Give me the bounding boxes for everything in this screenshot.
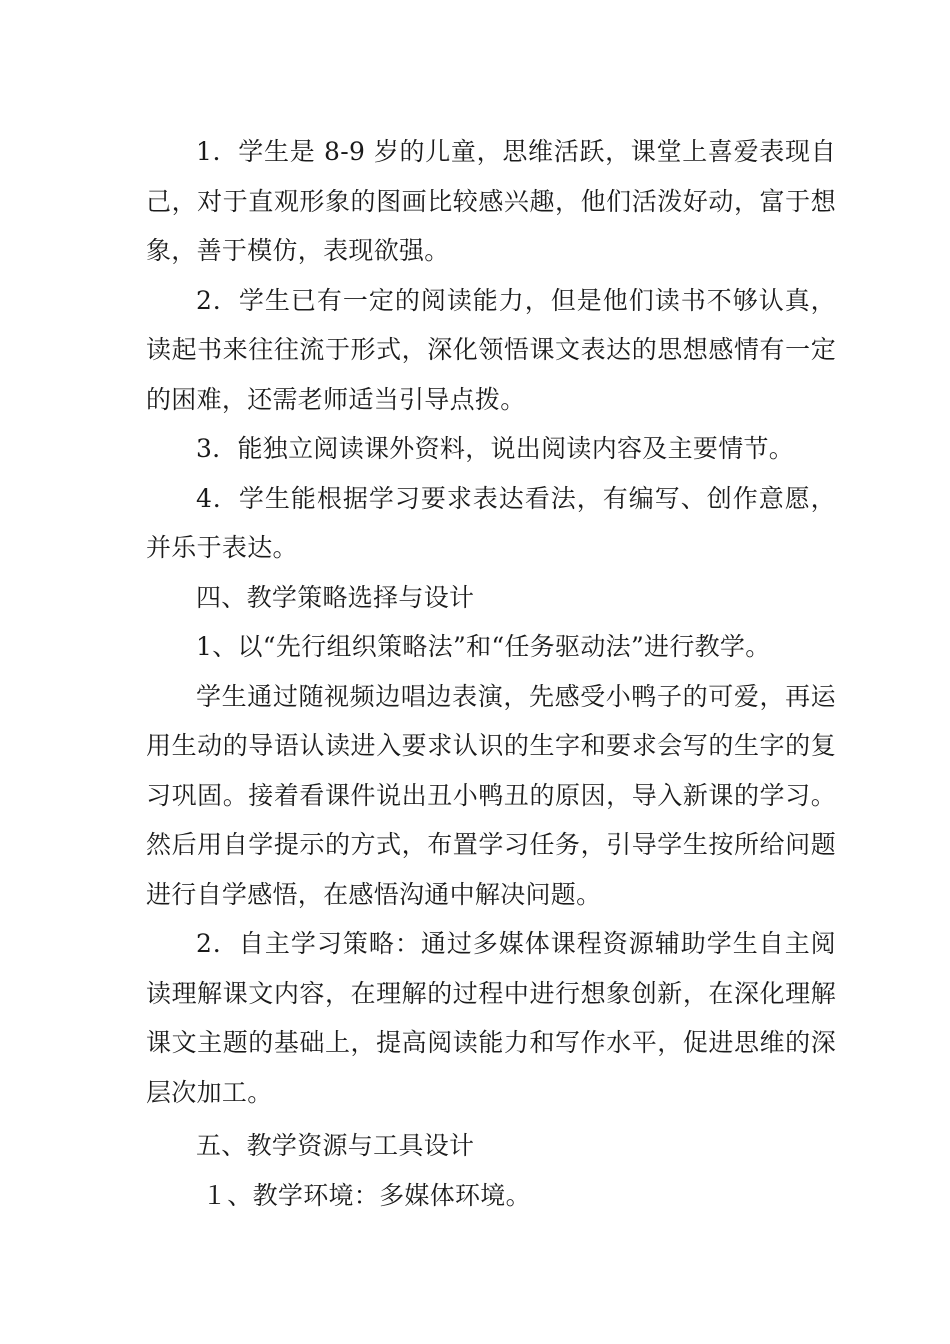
document-body [146, 127, 836, 1220]
section-heading-resources: 五、教学资源与工具设计 [196, 1131, 475, 1160]
paragraph-strategy-method: 1、以“先行组织策略法”和“任务驱动法”进行教学。 [196, 632, 771, 661]
paragraph-independent-reading: 3．能独立阅读课外资料，说出阅读内容及主要情节。 [196, 434, 795, 463]
paragraph-reading-ability: 2．学生已有一定的阅读能力，但是他们读书不够认真，读起书来往往流于形式，深化领悟课文表达的思想感情有一定的困难，还需老师适当引导点拨。 [146, 285, 836, 414]
paragraph-self-study-strategy: 2．自主学习策略：通过多媒体课程资源辅助学生自主阅读理解课文内容，在理解的过程中进行想象创新，在深化理解课文主题的基础上，提高阅读能力和写作水平，促进思维的深层次加工。 [146, 929, 836, 1107]
section-heading-strategy: 四、教学策略选择与设计 [196, 582, 475, 612]
paragraph-expression-willingness: 4．学生能根据学习要求表达看法，有编写、创作意愿，并乐于表达。 [146, 483, 836, 562]
paragraph-learner-age: 1．学生是 8-9 岁的儿童，思维活跃，课堂上喜爱表现自己，对于直观形象的图画比较感兴趣，他们活泼好动，富于想象，善于模仿，表现欲强。 [146, 137, 836, 265]
paragraph-strategy-description: 学生通过随视频边唱边表演，先感受小鸭子的可爱，再运用生动的导语认读进入要求认识的生字和要求会写的生字的复习巩固。接着看课件说出丑小鸭丑的原因，导入新课的学习。然后用自学提示的方式，布置学习任务，引导学生按所给问题进行自学感悟，在感悟沟通中解决问题。 [146, 681, 836, 909]
paragraph-teaching-environment: １、教学环境：多媒体环境。 [202, 1180, 531, 1210]
